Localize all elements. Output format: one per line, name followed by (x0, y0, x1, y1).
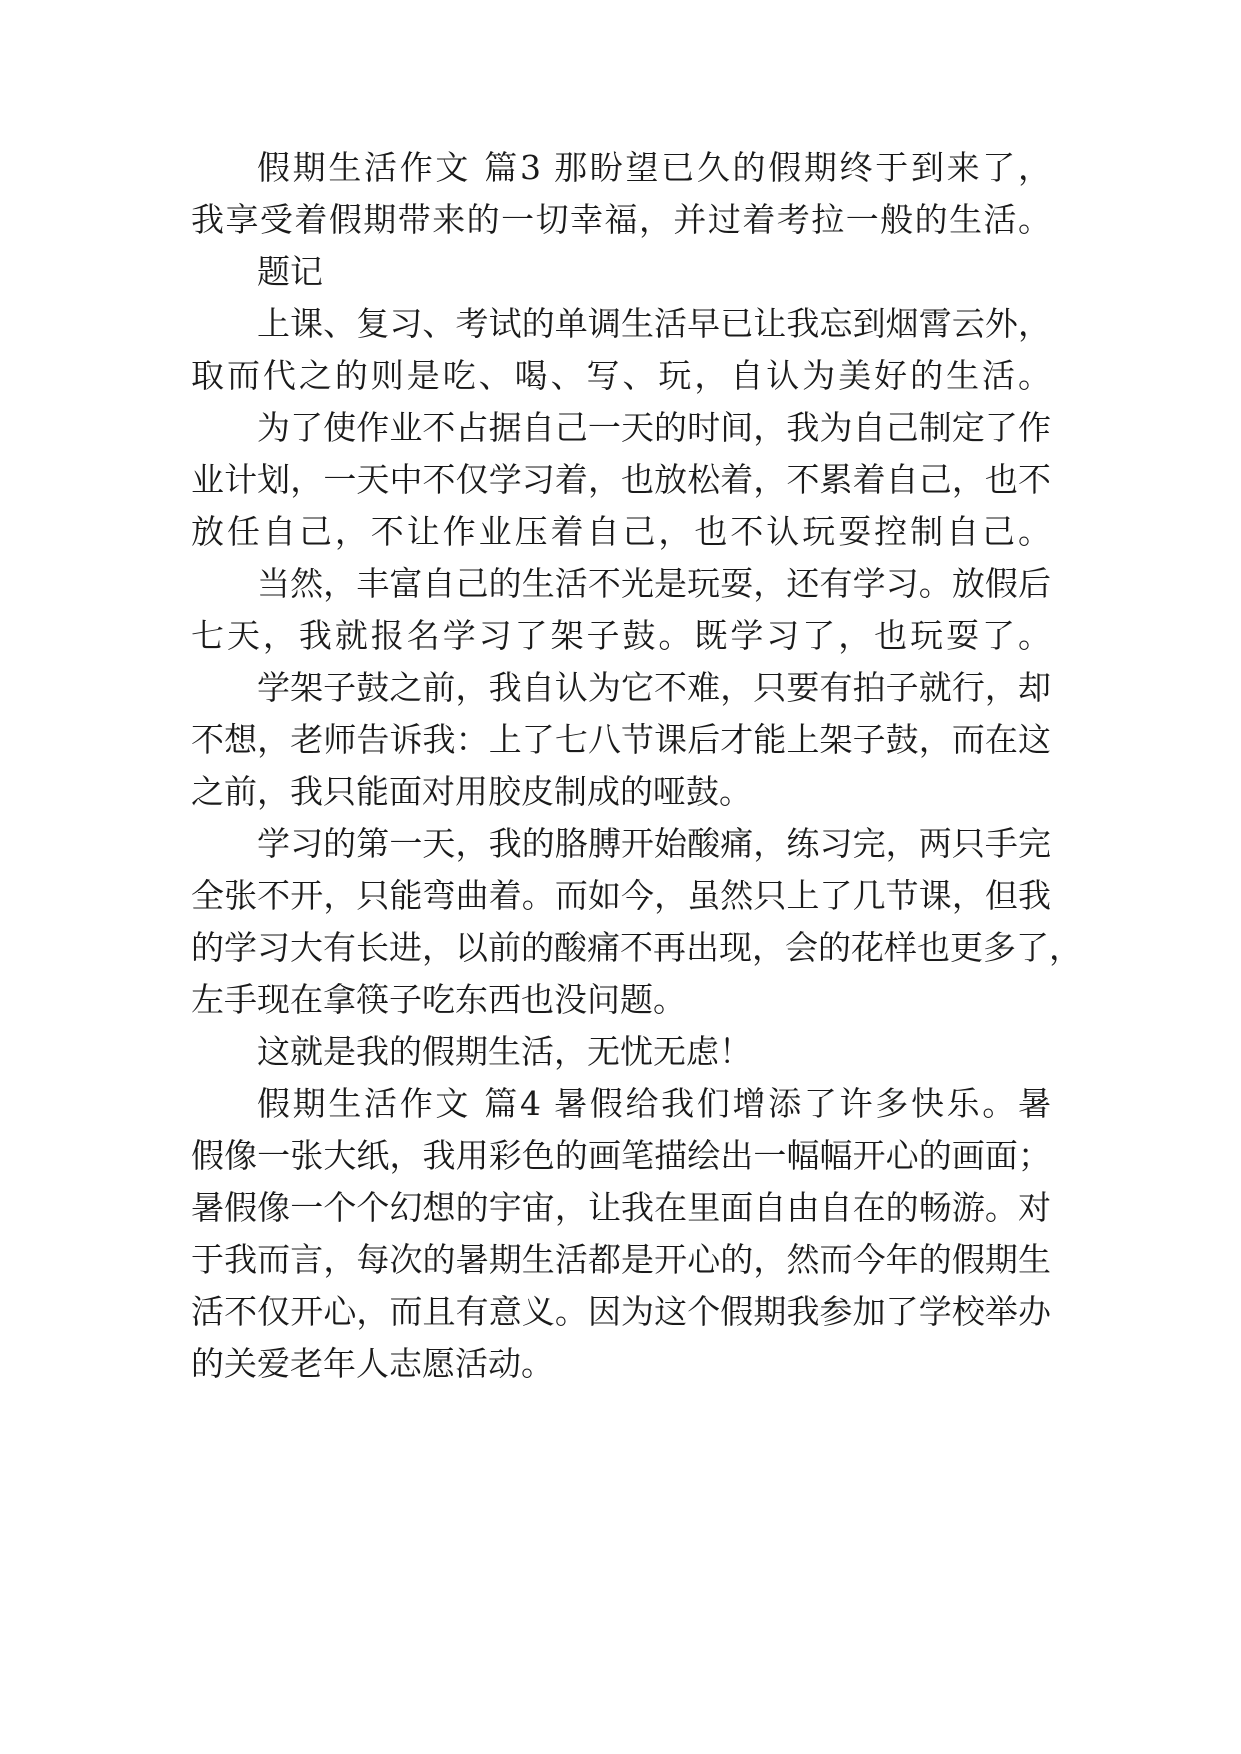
text-line: 这就是我的假期生活，无忧无虑！ (257, 1032, 752, 1071)
text-line: 学架子鼓之前，我自认为它不难，只要有拍子就行，却 (257, 668, 1051, 707)
text-line: 题记 (257, 252, 323, 291)
text-line: 七天，我就报名学习了架子鼓。既学习了，也玩耍了。 (191, 616, 1051, 655)
text-line: 全张不开，只能弯曲着。而如今，虽然只上了几节课，但我 (191, 876, 1051, 915)
text-line: 的学习大有长进，以前的酸痛不再出现，会的花样也更多了， (191, 928, 1082, 967)
text-line: 假期生活作文 篇4 暑假给我们增添了许多快乐。暑 (257, 1084, 1051, 1123)
text-line: 当然，丰富自己的生活不光是玩耍，还有学习。放假后 (257, 564, 1051, 603)
text-line: 暑假像一个个幻想的宇宙，让我在里面自由自在的畅游。对 (191, 1188, 1051, 1227)
text-line: 之前，我只能面对用胶皮制成的哑鼓。 (191, 772, 752, 811)
text-line: 假像一张大纸，我用彩色的画笔描绘出一幅幅开心的画面； (191, 1136, 1051, 1175)
text-line: 的关爱老年人志愿活动。 (191, 1344, 554, 1383)
text-line: 为了使作业不占据自己一天的时间，我为自己制定了作 (257, 408, 1051, 447)
text-line: 不想，老师告诉我：上了七八节课后才能上架子鼓，而在这 (191, 720, 1051, 759)
text-line: 我享受着假期带来的一切幸福，并过着考拉一般的生活。 (191, 200, 1051, 239)
text-line: 放任自己，不让作业压着自己，也不认玩耍控制自己。 (191, 512, 1051, 551)
text-line: 上课、复习、考试的单调生活早已让我忘到烟霄云外， (257, 304, 1051, 343)
text-line: 于我而言，每次的暑期生活都是开心的，然而今年的假期生 (191, 1240, 1051, 1279)
text-line: 学习的第一天，我的胳膊开始酸痛，练习完，两只手完 (257, 824, 1051, 863)
text-line: 活不仅开心，而且有意义。因为这个假期我参加了学校举办 (191, 1292, 1051, 1331)
text-line: 左手现在拿筷子吃东西也没问题。 (191, 980, 686, 1019)
text-line: 假期生活作文 篇3 那盼望已久的假期终于到来了， (257, 148, 1051, 187)
text-line: 取而代之的则是吃、喝、写、玩，自认为美好的生活。 (191, 356, 1051, 395)
text-line: 业计划，一天中不仅学习着，也放松着，不累着自己，也不 (191, 460, 1051, 499)
